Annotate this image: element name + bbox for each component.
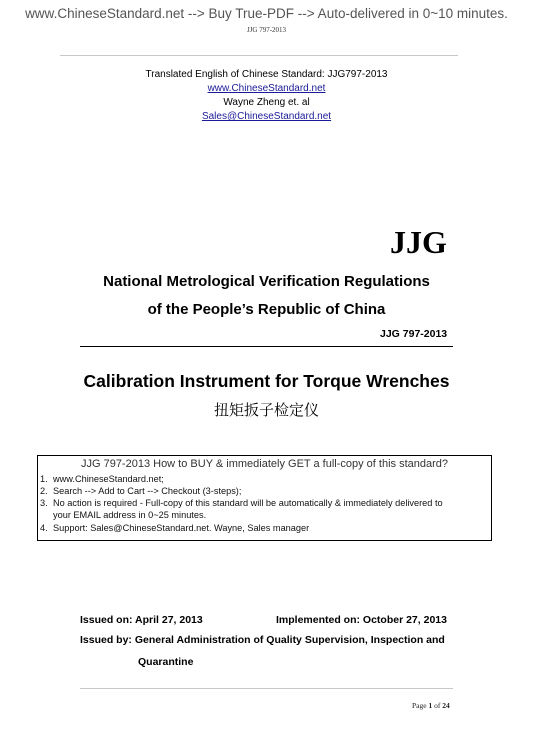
email-link[interactable]: Sales@ChineseStandard.net [201, 111, 332, 122]
implemented-on: Implemented on: October 27, 2013 [276, 614, 447, 626]
email-link-wrap [0, 111, 533, 122]
running-header-code: JJG 797-2013 [246, 26, 287, 34]
buy-instructions-box [37, 455, 492, 541]
standard-code: JJG 797-2013 [380, 328, 448, 340]
header-divider [60, 55, 458, 56]
promo-banner: www.ChineseStandard.net --> Buy True-PDF --> Auto-delivered in 0~10 minutes. [25, 6, 508, 21]
issued-by-line1: Issued by: General Administration of Quality Supervision, Inspection and [80, 634, 445, 646]
jjg-mark: JJG [390, 224, 447, 260]
org-title-line1: National Metrological Verification Regulations [103, 273, 430, 290]
issued-by-line2: Quarantine [138, 656, 194, 668]
document-title-en: Calibration Instrument for Torque Wrenches [83, 371, 450, 391]
list-item: 3. No action is required - Full-copy of this standard will be automatically & immediately delivered to [40, 498, 443, 508]
document-title-cn: 扭矩扳子检定仪 [213, 403, 319, 419]
translation-line: Translated English of Chinese Standard: JJG797-2013 [145, 69, 388, 80]
buy-heading: JJG 797-2013 How to BUY & immediately GET a full-copy of this standard? [80, 458, 449, 470]
issued-on: Issued on: April 27, 2013 [80, 614, 203, 626]
org-title-line2: of the People’s Republic of China [147, 301, 386, 318]
page-number: Page 1 of 24 [412, 701, 450, 710]
list-item: your EMAIL address in 0~25 minutes. [53, 510, 207, 520]
title-rule [80, 346, 453, 347]
list-item: 4. Support: Sales@ChineseStandard.net. Wayne, Sales manager [40, 523, 310, 533]
footer-divider [80, 688, 453, 689]
list-item: 1. www.ChineseStandard.net; [40, 474, 164, 484]
list-item: 2. Search --> Add to Cart --> Checkout (3-steps); [40, 486, 242, 496]
author-line: Wayne Zheng et. al [223, 97, 310, 108]
site-link[interactable]: www.ChineseStandard.net [207, 83, 326, 94]
site-link-wrap [0, 83, 533, 94]
